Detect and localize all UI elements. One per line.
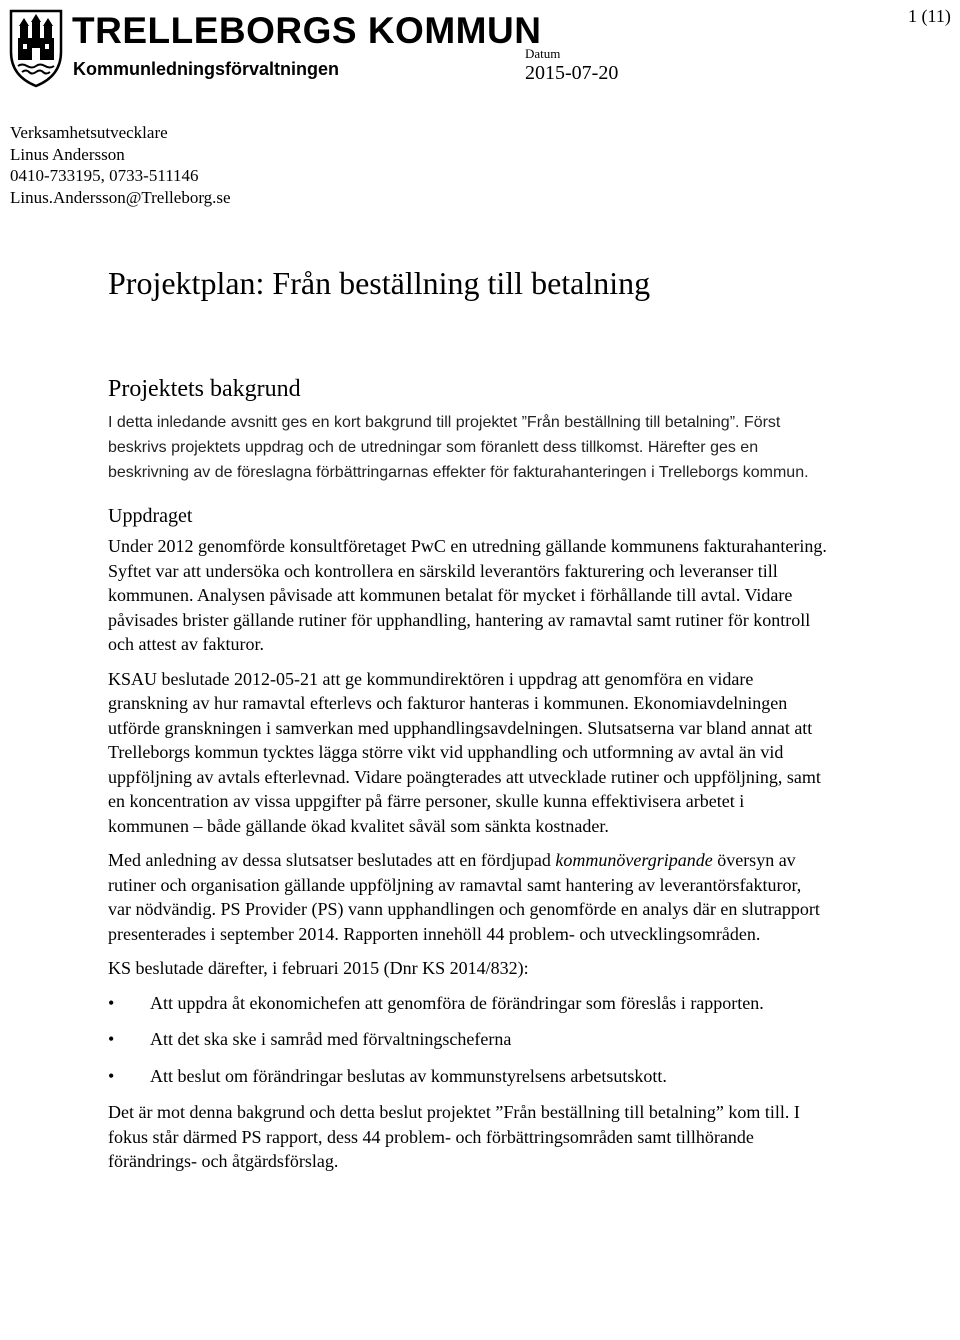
org-subtitle: Kommunledningsförvaltningen [73,59,340,79]
paragraph-2: KSAU beslutade 2012-05-21 att ge kommundirektören i uppdrag att genomföra en vidare granskning av hur ramavtal efterlevs och fakturor hanteras i kommunen. Ekonomiavdelningen utförde granskningen i samverkan med upphandlingsavdelningen. Slutsatserna var bland annat att Trelleborgs kommun tycktes lägga större vikt vid upphandling och utformning av avtal än vid uppföljning av avtals efterlevnad. Vidare poängterades att utvecklade rutiner och uppföljning, samt en koncentration av vissa uppgifter på färre personer, skulle kunna effektivisera arbetet i kommunen – både gällande ökad kvalitet såväl som sänkta kostnader. [108,668,821,836]
list-item [108,991,828,1016]
coat-of-arms-icon [8,8,64,88]
decision-list [108,991,828,1089]
contact-block [10,122,231,208]
bullet-icon: • [108,1065,115,1086]
paragraph-4: KS beslutade därefter, i februari 2015 (Dnr KS 2014/832): [108,958,529,979]
paragraph-3 [108,848,828,946]
document-title: Projektplan: Från beställning till betalning [108,265,651,301]
list-item-text: Att uppdra åt ekonomichefen att genomföra de förändringar som föreslås i rapporten. [150,992,764,1013]
page-number: 1 (11) [908,6,951,26]
list-item [108,1027,828,1052]
contact-role: Verksamhetsutvecklare [10,123,168,142]
paragraph-3-end: översyn av rutiner och organisation gällande uppföljning av ramavtal samt hantering av leverantörsfakturor, var nödvändig. PS Provider (PS) vann upphandlingen och genomförde en analys där en slutrapport presenterades i september 2014. Rapporten innehöll 44 problem- och utvecklingsområden. [108,850,820,944]
list-item [108,1064,828,1089]
date-label: Datum [525,46,561,61]
paragraph-3-emphasis: kommunövergripande [555,850,713,871]
contact-email: Linus.Andersson@Trelleborg.se [10,187,231,207]
section-heading-mission: Uppdraget [108,505,193,528]
paragraph-1: Under 2012 genomförde konsultföretaget PwC en utredning gällande kommunens fakturahantering. Syftet var att undersöka och kontrollera en särskild leverantörs fakturering och leveranser till kommunen. Analysen påvisade att kommunen betalat för mycket i förhållande till avtal. Vidare påvisades brister gällande rutiner för upphandling, hantering av ramavtal samt rutiner för kontroll och attest av fakturor. [108,536,827,655]
contact-name: Linus Andersson [10,144,125,164]
date-value: 2015-07-20 [525,62,619,84]
list-item-text: Att det ska ske i samråd med förvaltningscheferna [150,1029,512,1050]
document-body [108,374,828,1184]
background-intro: I detta inledande avsnitt ges en kort bakgrund till projektet ”Från beställning till betalning”. Först beskrivs projektets uppdrag och de utredningar som föranlett dess tillkomst. Härefter ges en beskrivning av de föreslagna förbättringarnas effekter för fakturahanteringen i Trelleborgs kommun. [108,414,809,482]
contact-phone: 0410-733195, 0733-511146 [10,166,199,185]
paragraph-5: Det är mot denna bakgrund och detta beslut projektet ”Från beställning till betalning” kom till. I fokus står därmed PS rapport, dess 44 problem- och förbättringsområden samt tillhörande förändrings- och åtgärdsförslag. [108,1102,800,1172]
section-heading-background: Projektets bakgrund [108,376,301,402]
bullet-icon: • [108,992,115,1013]
paragraph-3-start: Med anledning av dessa slutsatser beslutades att en fördjupad [108,850,556,871]
org-name: TRELLEBORGS KOMMUN [72,10,542,51]
bullet-icon: • [108,1029,115,1050]
list-item-text: Att beslut om förändringar beslutas av kommunstyrelsens arbetsutskott. [150,1065,667,1086]
